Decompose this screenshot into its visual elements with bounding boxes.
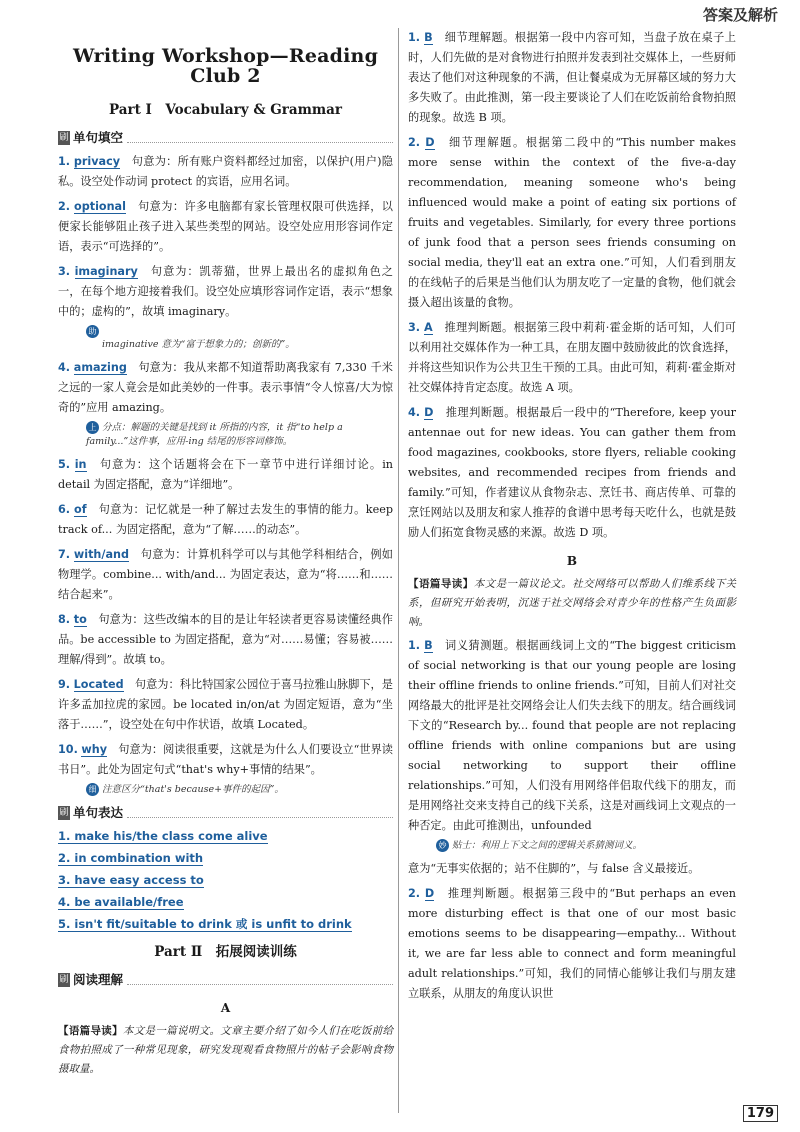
answer-item-5: 5. in 句意为：这个话题将会在下一章节中进行详细讨论。in detail 为固定搭配，意为“详细地”。	[58, 458, 393, 491]
expression-2: 2. in combination with	[58, 851, 204, 865]
note-tip: 妙 贴士：利用上下文之间的逻辑关系猜测词义。	[436, 839, 736, 853]
note-key-point: 上 分点：解题的关键是找到 it 所指的内容，it 指“to help a family...”这件事，应用-ing 结尾的形容词修饰。	[86, 422, 343, 447]
answer-b-1-meaning: 意为“无事实依据的；站不住脚的”，与 false 含义最接近。	[408, 862, 700, 875]
tip-icon: 妙	[436, 839, 449, 852]
answer-b-1: 1. B 词义猜测题。根据画线词上文的“The biggest criticism of social networking is that our young people are losing their offline friends to online friends.”可知，目前人们对社交网络最大的批评是社交网络会让人们失去线下的朋友。结合画线词下文的“Research by... found that people are not replacing offline friends with online companions but are using social networking to support their offline relationships.”可知，人们没有用网络伴侣取代线下的朋友，而是用网络社交来支持自己的线下关系，这是对画线词上文观点的一种否定。由此可推测出，unfounded	[408, 639, 736, 832]
part1-title: Part Ⅰ Vocabulary & Grammar	[108, 102, 343, 118]
answer-item-4: 4. amazing 句意为：我从来都不知道帮助离我家有 7,330 千米之远的一家人竟会是如此美妙的一件事。表示事情“令人惊喜/大为惊奇的”应用 amazing。	[58, 361, 393, 414]
page-number: 179	[743, 1105, 778, 1122]
section-label: 阅读理解	[73, 972, 124, 987]
note-memory-tip: 助记 imaginative 意为“富于想象力的；创新的”。	[86, 325, 393, 352]
passage-a-guide: 【语篇导读】本文是一篇说明文。文章主要介绍了如今人们在吃饭前给食物拍照成了一种常见现象，研究发现观看食物照片的帖子会影响食物摄取量。	[58, 1025, 394, 1075]
answer-a-3: 3. A 推理判断题。根据第三段中莉莉·霍金斯的话可知，人们可以利用社交媒体作为一种工具，在朋友圈中鼓励彼此的饮食选择，并将这些知识作为公共卫生干预的工具。由此可知，莉莉·霍金斯对社交媒体持肯定态度。故选 A 项。	[408, 321, 736, 394]
answer-item-8: 8. to 句意为：这些改编本的目的是让年轻读者更容易读懂经典作品。be accessible to 为固定搭配，意为“对……易懂；容易被……理解/得到”。故填 to。	[58, 613, 393, 666]
part2-title: Part Ⅱ 拓展阅读训练	[154, 944, 297, 960]
answer-a-2: 2. D 细节理解题。根据第二段中的“This number makes more sense within the context of the five-a-day recommendation, meaning someone who's being influenced would make a point of eating six portions of fruits and vegetables. Similarly, for every three portions of junk food that a person sees friends consuming on social media, they'll eat an extra one.”可知，人们看到朋友的在线帖子的后果是当他们认为朋友吃了一定量的食物，他们就会摄入超出该量的食物。	[408, 136, 736, 309]
answer-item-9: 9. Located 句意为：科比特国家公园位于喜马拉雅山脉脚下，是许多孟加拉虎的家园。be located in/on/at 为固定短语，意为“坐落于……”，设空处在句中作状语，故填 Located。	[58, 678, 393, 731]
column-divider	[398, 28, 399, 1113]
expression-4: 4. be available/free	[58, 895, 184, 909]
answer-a-4: 4. D 推理判断题。根据最后一段中的“Therefore, keep your antennae out for new ideas. You can gather them from food magazines, cookbooks, store flyers, reliable cooking websites, and recommended recipes from friends and family.”可知，作者建议从食物杂志、烹饪书、商店传单、可靠的烹饪网站以及朋友和家人推荐的食谱中思考每天吃什么，也就是鼓励人们拓宽食物灵感的来源。故选 D 项。	[408, 406, 737, 539]
section-header-expression	[58, 803, 393, 823]
page-title: Writing Workshop—Reading Club 2	[72, 45, 379, 87]
passage-b-letter: B	[566, 554, 578, 568]
answer-item-3: 3. imaginary 句意为：凯蒂猫，世界上最出名的虚拟角色之一，在每个地方迎接着我们。设空处应填形容词作定语，表示“想象中的；虚构的”，故填 imaginary。	[58, 265, 393, 318]
section-header-reading	[58, 970, 393, 990]
tip-icon: 上	[86, 421, 99, 434]
answer-item-1: 1. privacy 句意为：所有账户资料都经过加密，以保护(用户)隐私。设空处作动词 protect 的宾语，应用名词。	[58, 155, 393, 188]
header-label: 答案及解析	[702, 6, 778, 24]
answer-a-1: 1. B 细节理解题。根据第一段中内容可知，当盘子放在桌子上时，人们先做的是对食物进行拍照并发表到社交媒体上，一些厨师表达了他们对这种现象的不满，但让餐桌成为无屏幕区域的努力大多失败了。由此推测，第一段主要谈论了人们在吃饭前给食物拍照的现象。故选 B 项。	[408, 31, 736, 124]
expression-3: 3. have easy access to	[58, 873, 204, 887]
brush-badge-icon: 刷	[59, 808, 69, 818]
brush-badge-icon: 刷	[59, 975, 69, 985]
answer-item-2: 2. optional 句意为：许多电脑都有家长管理权限可供选择，以便家长能够阻止孩子进入某些类型的网站。设空处应用形容词作定语，表示“可选择的”。	[58, 200, 393, 253]
section-label: 单句填空	[73, 130, 124, 145]
expression-5: 5. isn't fit/suitable to drink 或 is unfit to drink	[58, 917, 352, 931]
answer-item-6: 6. of 句意为：记忆就是一种了解过去发生的事情的能力。keep track of... 为固定搭配，意为“了解……的动态”。	[58, 503, 393, 536]
brush-badge-icon: 刷	[59, 133, 69, 143]
answer-item-7: 7. with/and 句意为：计算机科学可以与其他学科相结合，例如物理学。combine... with/and... 为固定表达，意为“将……和……结合起来”。	[58, 548, 393, 601]
passage-a-letter: A	[220, 1001, 231, 1015]
expression-1: 1. make his/the class come alive	[58, 829, 268, 843]
right-column	[408, 28, 736, 1009]
tip-icon: 细	[86, 783, 99, 796]
note-detail: 细 注意区分“that's because+事件的起因”。	[86, 783, 393, 797]
left-column	[58, 28, 393, 1083]
answer-b-2: 2. D 推理判断题。根据第三段中的“But perhaps an even more disturbing effect is that one of our most basic emotions seems to be disappearing—empathy... Without it, we are far less able to connect and form meaningful adult relationships.”可知，我们的同情心能够让我们与朋友建立联系，从朋友的角度认识世	[408, 887, 736, 1000]
section-label: 单句表达	[73, 805, 124, 820]
section-header-fill-blank	[58, 128, 393, 148]
answer-item-10: 10. why 句意为：阅读很重要，这就是为什么人们要设立“世界读书日”。此处为固定句式“that's why+事情的结果”。	[58, 743, 393, 776]
passage-b-guide: 【语篇导读】本文是一篇议论文。社交网络可以帮助人们维系线下关系，但研究开始表明，沉迷于社交网络会对青少年的性格产生负面影响。	[408, 578, 737, 628]
tip-icon: 助记	[86, 325, 99, 338]
